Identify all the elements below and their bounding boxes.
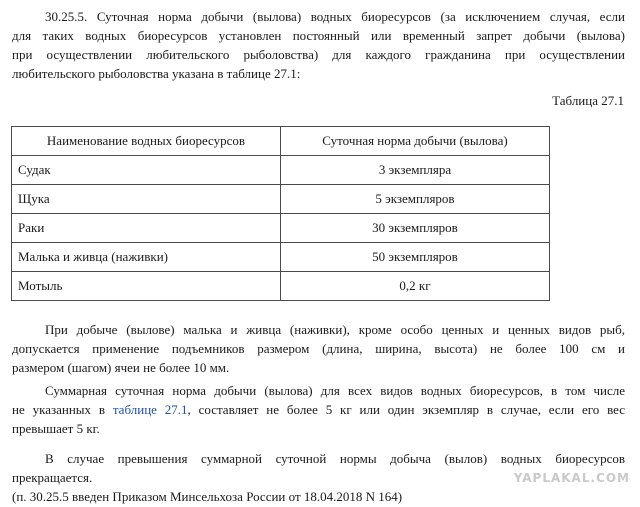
table-row	[12, 272, 550, 301]
resource-cell: Щука	[12, 185, 281, 214]
table-row	[12, 243, 550, 272]
exceed-line-2: прекращается.	[12, 470, 93, 485]
table-row	[12, 214, 550, 243]
bait-line-1: При добыче (вылове) малька и живца (наживки), кроме особо ценных и ценных видов рыб,	[45, 322, 625, 337]
table-caption: Таблица 27.1	[552, 93, 624, 108]
total-line-3: превышает 5 кг.	[12, 421, 100, 436]
column-header-resource: Наименование водных биоресурсов	[12, 127, 281, 156]
total-line-1: Суммарная суточная норма добычи (вылова) для всех видов водных биоресурсов, в том числе	[45, 383, 625, 398]
resource-cell: Раки	[12, 214, 281, 243]
resource-cell: Мотыль	[12, 272, 281, 301]
catch-norms-table	[11, 126, 550, 301]
total-line-2-end: , составляет не более 5 кг или один экземпляр в случае, если его вес	[187, 402, 625, 417]
column-header-norm: Суточная норма добычи (вылова)	[281, 127, 550, 156]
norm-cell: 5 экземпляров	[281, 185, 550, 214]
total-line-2-start: не указанных в	[12, 402, 113, 417]
bait-line-2: допускается применение подъемников размером (длина, ширина, высота) не более 100 см и	[12, 341, 625, 356]
norm-cell: 0,2 кг	[281, 272, 550, 301]
resource-cell: Судак	[12, 156, 281, 185]
table-header-row	[12, 127, 550, 156]
norm-cell: 50 экземпляров	[281, 243, 550, 272]
total-line-2	[12, 400, 625, 419]
amendment-note: (п. 30.25.5 введен Приказом Минсельхоза России от 18.04.2018 N 164)	[12, 489, 403, 504]
intro-line-1: 30.25.5. Суточная норма добычи (вылова) водных биоресурсов (за исключением случая, если	[45, 9, 625, 24]
intro-paragraph	[12, 7, 625, 83]
intro-line-2: для таких водных биоресурсов установлен постоянный или временный запрет добычи (вылова)	[12, 28, 625, 43]
norm-cell: 3 экземпляра	[281, 156, 550, 185]
site-watermark: YAPLAKAL.COM	[513, 471, 630, 485]
exceed-line-1: В случае превышения суммарной суточной нормы добыча (вылов) водных биоресурсов	[45, 451, 625, 466]
total-norm-paragraph	[12, 381, 625, 438]
table-row	[12, 156, 550, 185]
bait-paragraph	[12, 320, 625, 377]
norm-cell: 30 экземпляров	[281, 214, 550, 243]
intro-line-3: при осуществлении любительского рыболовства) для каждого гражданина при осуществлении	[12, 47, 625, 62]
intro-line-4: любительского рыболовства указана в таблице 27.1:	[12, 66, 301, 81]
bait-line-3: размером (шагом) ячеи не более 10 мм.	[12, 360, 230, 375]
resource-cell: Малька и живца (наживки)	[12, 243, 281, 272]
table-row	[12, 185, 550, 214]
table-27-1-link[interactable]: таблице 27.1	[112, 402, 188, 417]
